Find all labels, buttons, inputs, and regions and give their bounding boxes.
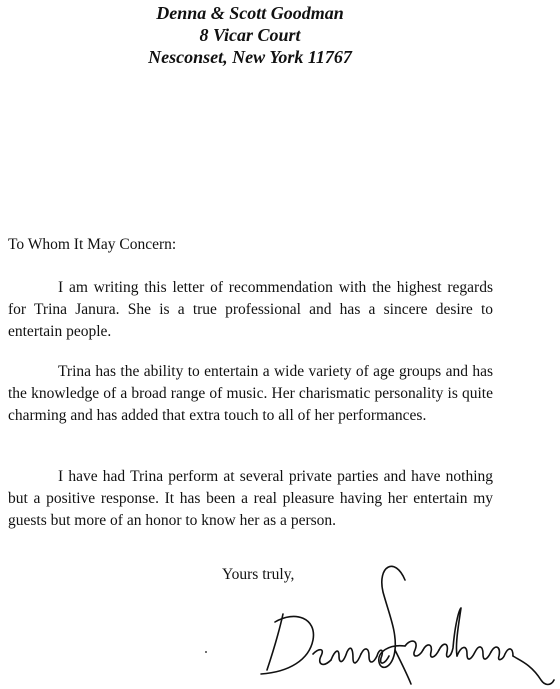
body-paragraph-1: I am writing this letter of recommendation with the highest regards for Trina Janura. She is a true professional and has a sincere desire to entertain people. — [8, 279, 493, 340]
body-paragraph-2: Trina has the ability to entertain a wide variety of age groups and has the knowledge of a broad range of music. Her charismatic personality is quite charming and has added that extra touch to all of her performances. — [8, 363, 493, 424]
handwritten-signature — [255, 552, 555, 687]
body-paragraph-3: I have had Trina perform at several private parties and have nothing but a positive response. It has been a real pleasure having her entertain my guests but more of an honor to know her as a person. — [8, 468, 493, 529]
letterhead-street: 8 Vicar Court — [199, 25, 301, 45]
salutation: To Whom It May Concern: — [8, 236, 177, 253]
letterhead — [0, 2, 500, 68]
letterhead-name: Denna & Scott Goodman — [156, 3, 344, 23]
paper-speck — [205, 651, 207, 653]
letterhead-city-state-zip: Nesconset, New York 11767 — [148, 47, 352, 67]
closing: Yours truly, — [222, 566, 295, 583]
